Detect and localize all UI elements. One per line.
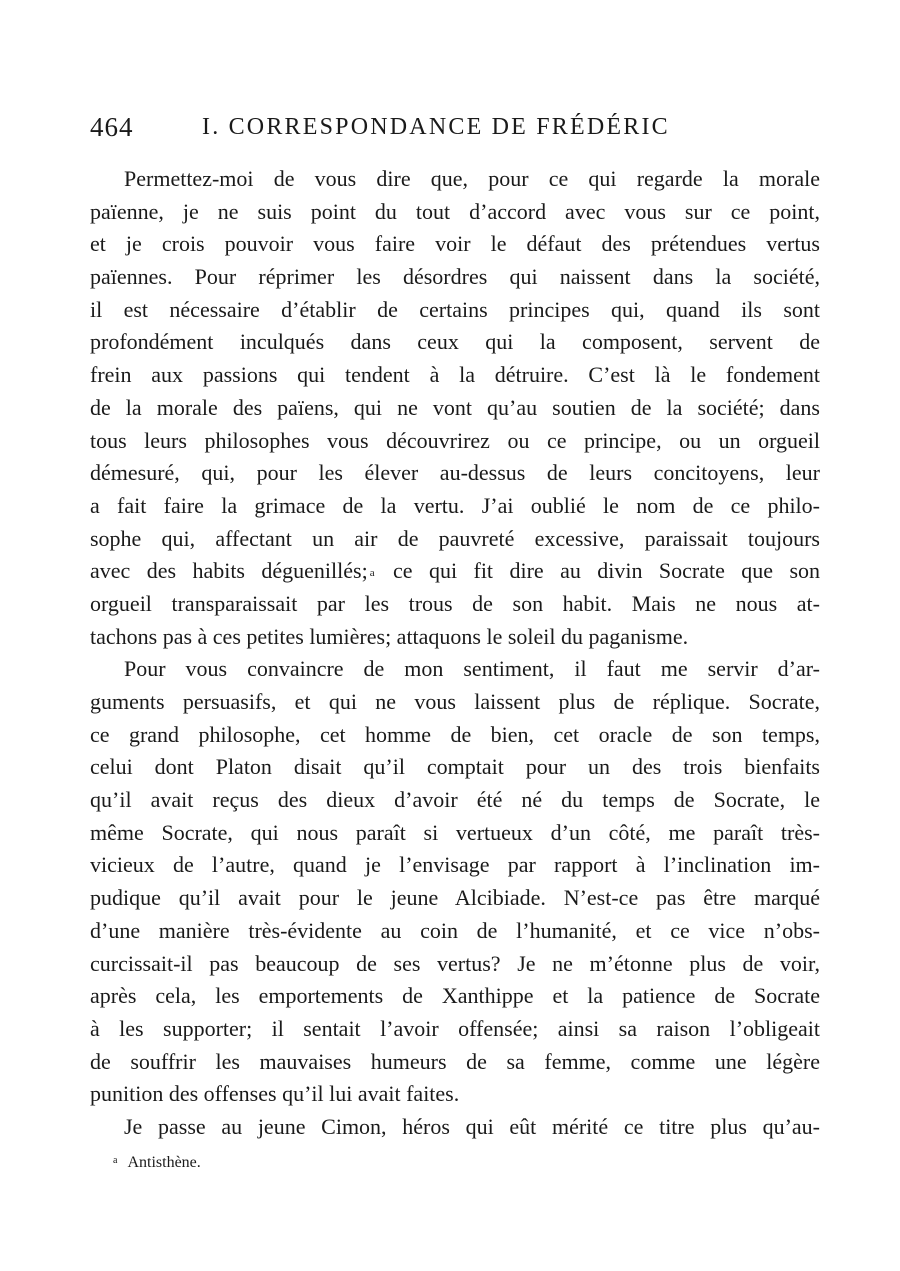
text-line: il est nécessaire d’établir de certains principes qui, quand ils sont (90, 296, 820, 322)
page-number: 464 (90, 112, 134, 142)
text-line: et je crois pouvoir vous faire voir le défaut des prétendues vertus (90, 231, 820, 257)
footnote-mark: a (113, 1155, 118, 1166)
text-line: profondément inculqués dans ceux qui la composent, servent de (90, 329, 820, 355)
text-line: punition des offenses qu’il lui avait faites. (90, 1081, 460, 1107)
text-line: de souffrir les mauvaises humeurs de sa femme, comme une légère (90, 1048, 820, 1074)
text-line: païenne, je ne suis point du tout d’accord avec vous sur ce point, (90, 198, 820, 224)
text-line: orgueil transparaissait par les trous de son habit. Mais ne nous at- (90, 590, 820, 616)
text-line: frein aux passions qui tendent à la détruire. C’est là le fondement (90, 362, 820, 388)
body-text (90, 163, 820, 1144)
text-line-with-footnote (90, 555, 820, 588)
text-line: vicieux de l’autre, quand je l’envisage par rapport à l’inclination im- (90, 852, 820, 878)
text-segment: avec des habits déguenillés; (90, 558, 368, 584)
text-line: sophe qui, affectant un air de pauvreté excessive, paraissait toujours (90, 525, 820, 551)
text-line: ce grand philosophe, cet homme de bien, cet oracle de son temps, (90, 721, 820, 747)
text-line: curcissait-il pas beaucoup de ses vertus? Je ne m’étonne plus de voir, (90, 950, 820, 976)
text-line: après cela, les emportements de Xanthippe et la patience de Socrate (90, 983, 820, 1009)
text-line: pudique qu’il avait pour le jeune Alcibiade. N’est-ce pas être marqué (90, 885, 820, 911)
footnote-text: Antisthène. (127, 1154, 201, 1171)
text-line: a fait faire la grimace de la vertu. J’ai oublié le nom de ce philo- (90, 492, 820, 518)
footnote-reference: a (369, 567, 375, 580)
running-head (90, 112, 820, 152)
footnote (113, 1154, 201, 1172)
text-line: tachons pas à ces petites lumières; attaquons le soleil du paganisme. (90, 623, 689, 649)
text-line: Permettez-moi de vous dire que, pour ce qui regarde la morale (124, 166, 820, 191)
text-line: païennes. Pour réprimer les désordres qui naissent dans la société, (90, 264, 820, 290)
text-line: Pour vous convaincre de mon sentiment, il faut me servir d’ar- (124, 656, 820, 682)
text-segment: ce qui fit dire au divin Socrate que son (393, 558, 820, 584)
text-line: à les supporter; il sentait l’avoir offensée; ainsi sa raison l’obligeait (90, 1015, 820, 1041)
text-line: celui dont Platon disait qu’il comptait pour un des trois bienfaits (90, 754, 820, 780)
text-line: Je passe au jeune Cimon, héros qui eût mérité ce titre plus qu’au- (124, 1113, 820, 1139)
text-line: tous leurs philosophes vous découvrirez ou ce principe, ou un orgueil (90, 427, 820, 453)
text-line: même Socrate, qui nous paraît si vertueux d’un côté, me paraît très- (90, 819, 820, 845)
text-line: guments persuasifs, et qui ne vous laissent plus de réplique. Socrate, (90, 689, 820, 714)
text-line: qu’il avait reçus des dieux d’avoir été né du temps de Socrate, le (90, 787, 820, 813)
text-line: démesuré, qui, pour les élever au-dessus de leurs concitoyens, leur (90, 460, 820, 486)
text-line: d’une manière très-évidente au coin de l’humanité, et ce vice n’obs- (90, 917, 820, 943)
text-line: de la morale des païens, qui ne vont qu’au soutien de la société; dans (90, 394, 820, 420)
running-title: I. CORRESPONDANCE DE FRÉDÉRIC (202, 114, 670, 140)
